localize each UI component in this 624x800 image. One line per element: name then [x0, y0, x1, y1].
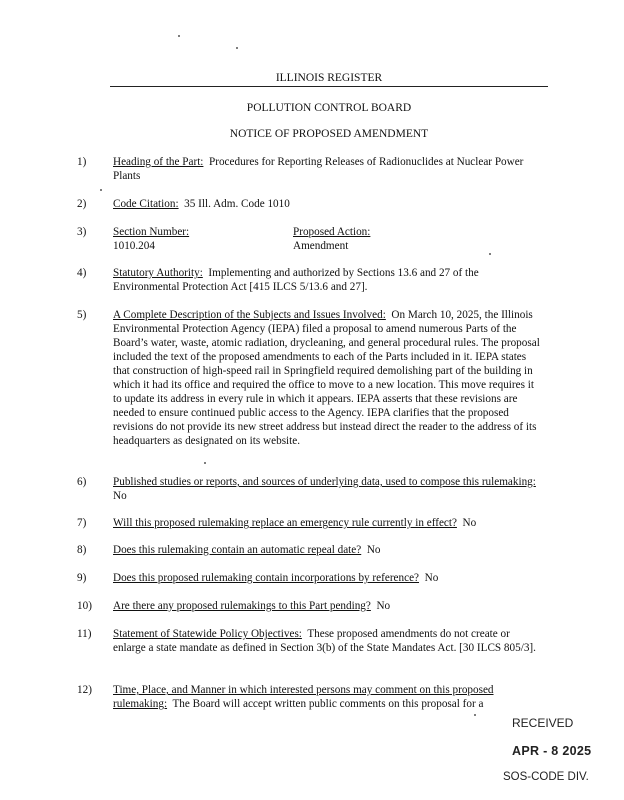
item-text: No: [376, 600, 391, 612]
received-stamp: RECEIVED: [512, 716, 574, 730]
item-text: The Board will accept written public comments on this proposal for a: [172, 698, 484, 710]
item-text: No: [462, 517, 477, 529]
scan-speck: [204, 462, 206, 464]
item-label: Statement of Statewide Policy Objectives:: [113, 628, 302, 640]
proposed-action-value: Amendment: [293, 240, 349, 252]
item-label: Code Citation:: [113, 198, 179, 210]
item-label: Time, Place, and Manner in which interested persons may comment on this proposed rulemaking:: [113, 684, 494, 710]
item-text: No: [366, 544, 381, 556]
item-number: 2): [77, 198, 87, 210]
item-number: 1): [77, 156, 87, 168]
item-text: Procedures for Reporting Releases of Radionuclides at Nuclear Power Plants: [113, 156, 524, 182]
scan-speck: [236, 47, 238, 49]
item-number: 8): [77, 544, 87, 556]
section-number-label: Section Number:: [113, 226, 190, 238]
scan-speck: [100, 189, 102, 191]
item-text: Implementing and authorized by Sections 13.6 and 27 of the Environmental Protection Act [415 ILCS 5/13.6 and 27].: [113, 267, 479, 293]
item-text: No: [424, 572, 439, 584]
item-label: Does this proposed rulemaking contain incorporations by reference?: [113, 572, 420, 584]
item-label: Statutory Authority:: [113, 267, 203, 279]
item-label: A Complete Description of the Subjects and Issues Involved:: [113, 309, 386, 321]
item-number: 4): [77, 267, 87, 279]
notice-title: NOTICE OF PROPOSED AMENDMENT: [229, 128, 429, 140]
scan-speck: [489, 253, 491, 255]
section-number-value: 1010.204: [113, 240, 155, 252]
proposed-action-label: Proposed Action:: [293, 226, 371, 238]
item-number: 6): [77, 476, 87, 488]
item-label: Heading of the Part:: [113, 156, 204, 168]
item-number: 10): [77, 600, 92, 612]
item-number: 3): [77, 226, 87, 238]
item-number: 9): [77, 572, 87, 584]
scan-speck: [178, 35, 180, 37]
board-name: POLLUTION CONTROL BOARD: [246, 102, 412, 114]
item-label: Are there any proposed rulemakings to this Part pending?: [113, 600, 371, 612]
item-label: Will this proposed rulemaking replace an emergency rule currently in effect?: [113, 517, 457, 529]
item-text: 35 Ill. Adm. Code 1010: [184, 198, 290, 210]
item-text: These proposed amendments do not create or enlarge a state mandate as defined in Section 3(b) of the State Mandates Act. [30 ILCS 805/3].: [113, 628, 536, 654]
item-number: 11): [77, 628, 92, 640]
item-number: 12): [77, 684, 92, 696]
item-text: On March 10, 2025, the Illinois Environmental Protection Agency (IEPA) filed a proposal to amend numerous Parts of the Board’s water, waste, atomic radiation, drycleaning, and general procedural rules. The proposal included the text of the proposed amendments to each of the Parts included in it. IEPA states that construction of high-speed rail in Springfield required demolishing part of the building in which it had its office and required the office to move to a new location. This move requires it to update its address in every rule in which it appears. IEPA asserts that these revisions are needed to ensure continued public access to the Agency. IEPA clarifies that the proposed revisions do not provide its new street address but instead direct the reader to the address of its headquarters as designated on its website.: [113, 309, 540, 447]
item-label: Does this rulemaking contain an automatic repeal date?: [113, 544, 362, 556]
item-text: No: [113, 490, 127, 502]
received-date-stamp: APR - 8 2025: [512, 744, 592, 758]
register-title: ILLINOIS REGISTER: [275, 72, 383, 84]
item-label: Published studies or reports, and sources of underlying data, used to compose this rulemaking:: [113, 476, 536, 488]
item-number: 7): [77, 517, 87, 529]
division-stamp: SOS-CODE DIV.: [503, 771, 589, 783]
scan-speck: [474, 714, 476, 716]
header-rule: [110, 86, 548, 87]
item-number: 5): [77, 309, 87, 321]
